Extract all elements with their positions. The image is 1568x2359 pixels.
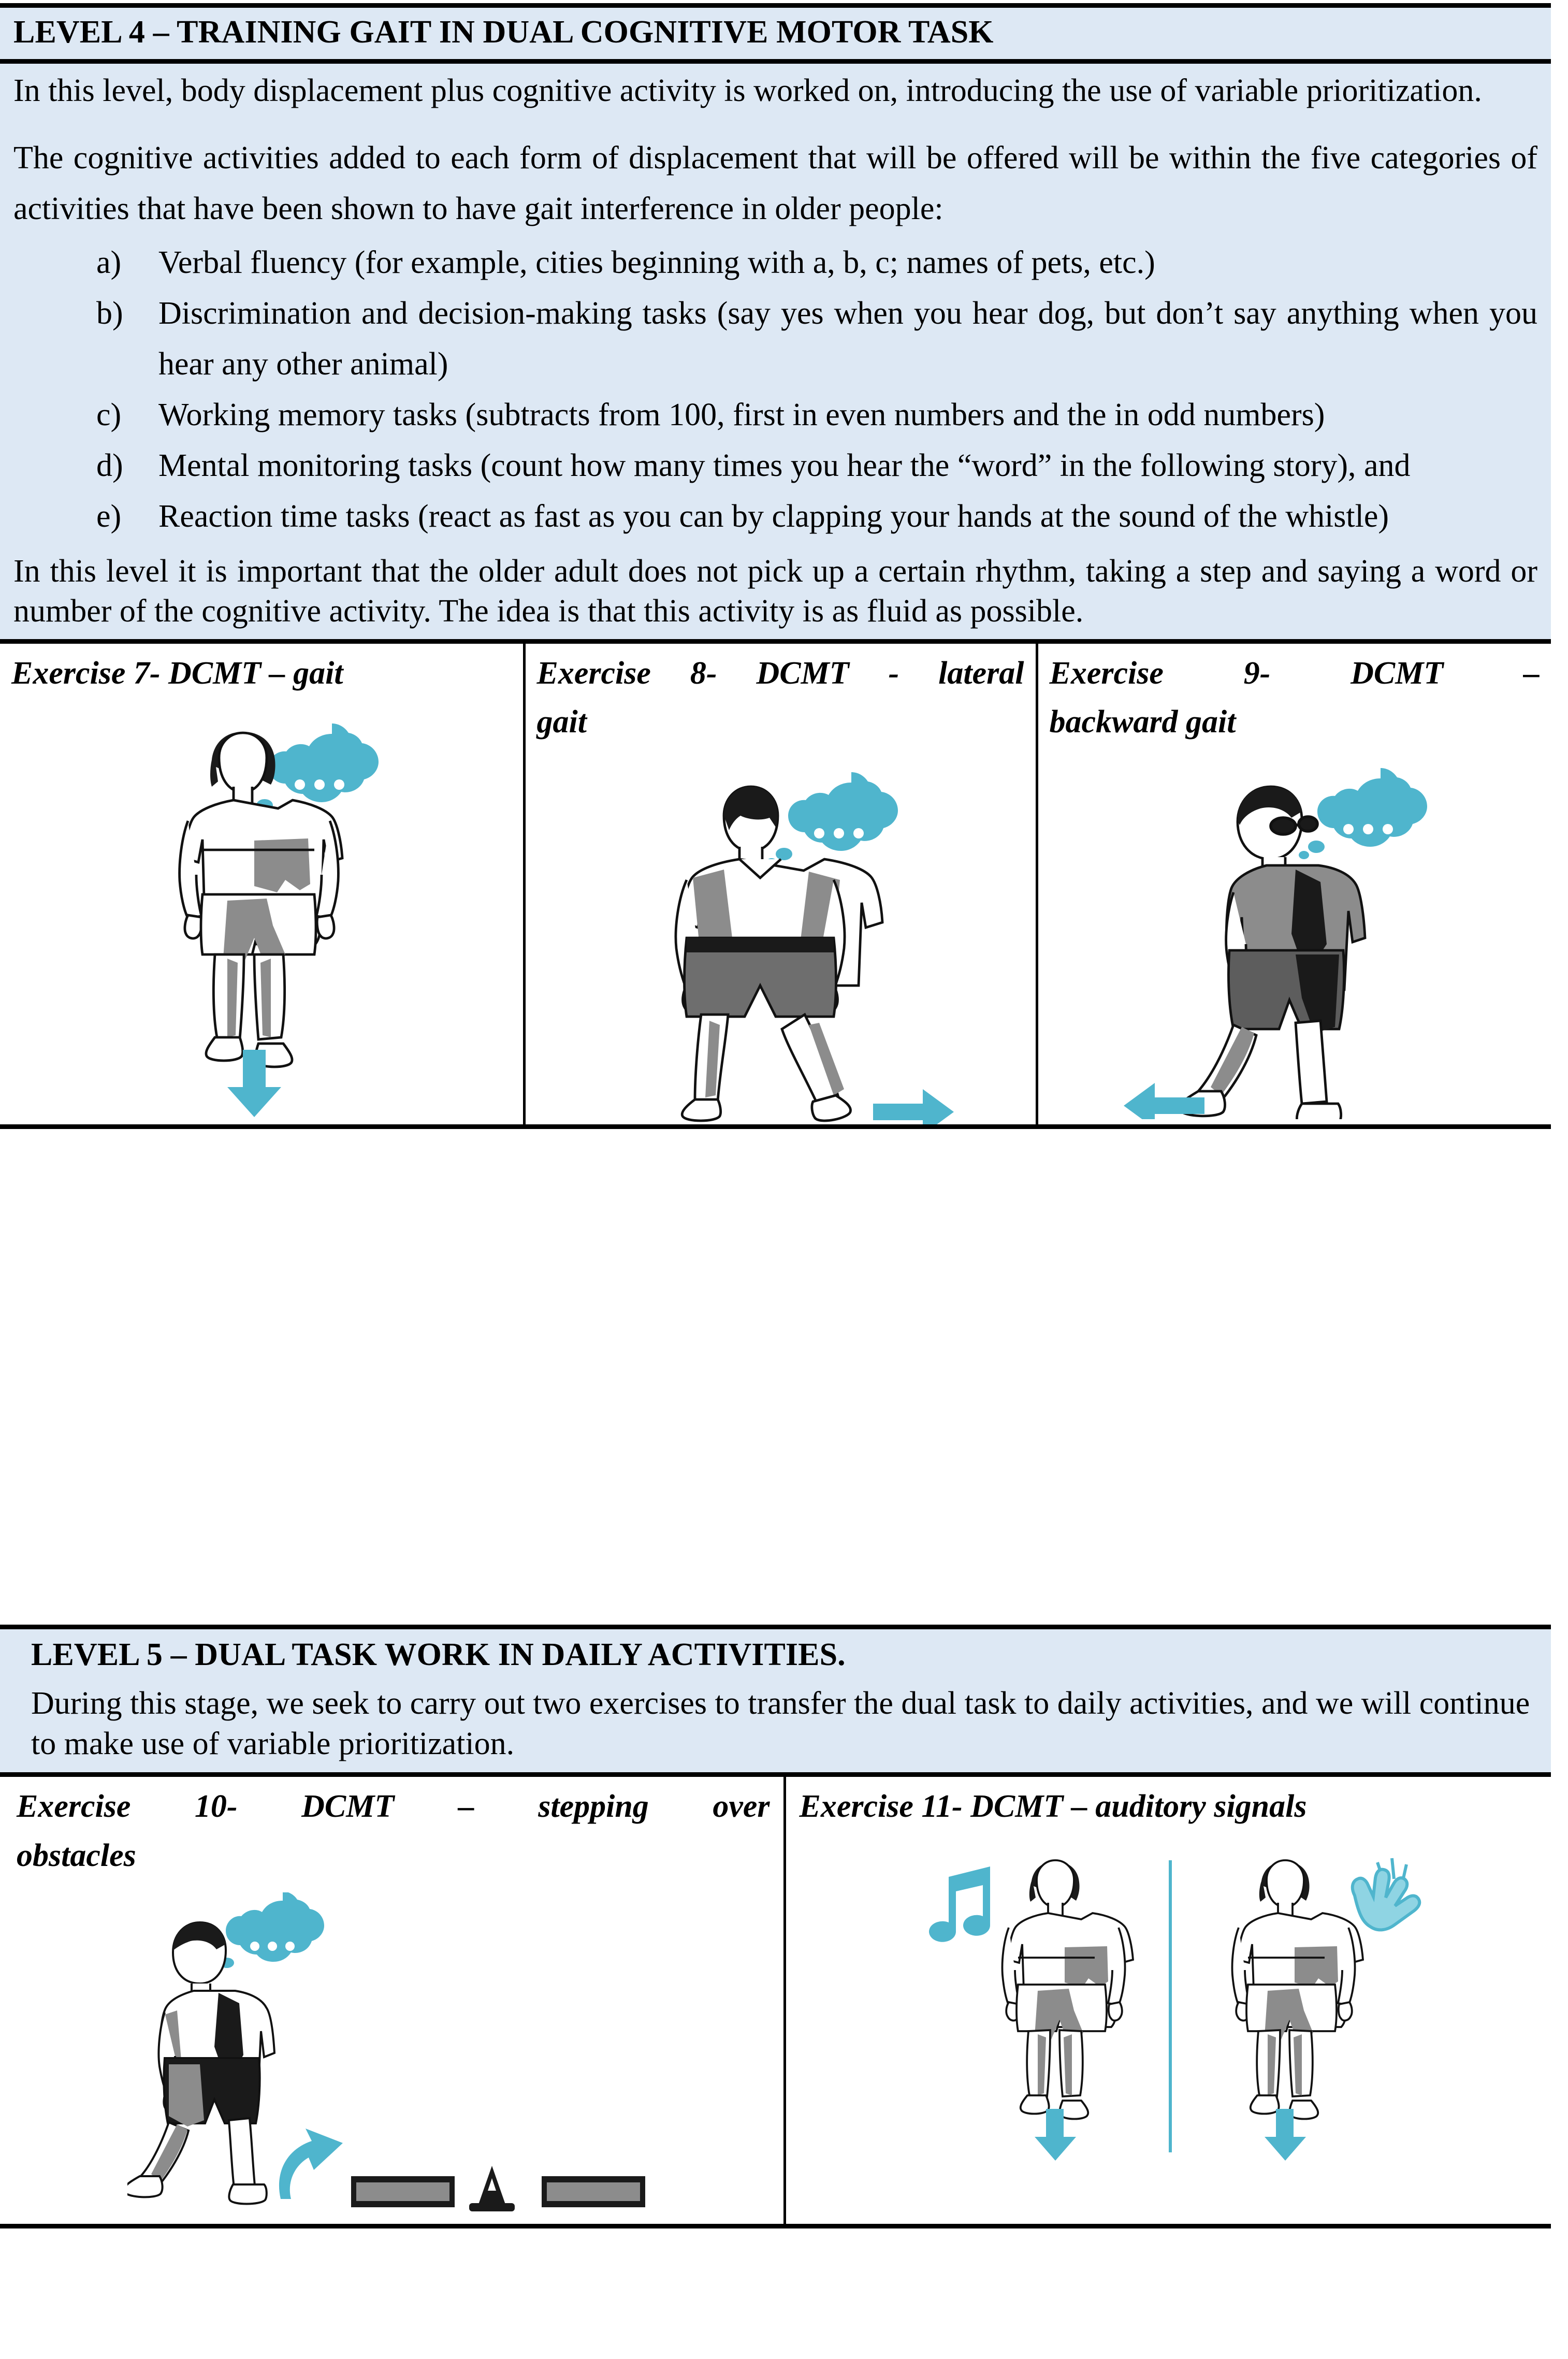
exercise-9-title-line-2: backward gait (1049, 704, 1236, 740)
exercise-11-title (786, 1777, 1551, 1831)
exercise-10-figure (0, 1892, 783, 2224)
level5-table (0, 1625, 1551, 2228)
right-arrow-icon (873, 1089, 954, 1124)
list-item (96, 238, 1537, 288)
exercise-8-title-line-2: gait (536, 704, 587, 740)
thought-bubble-icon (1299, 768, 1427, 859)
level4-body-cell (0, 62, 1551, 642)
list-item (96, 288, 1537, 390)
exercise-10-cell (0, 1775, 785, 2226)
exercise-8-title (526, 644, 1036, 746)
exercise-row-1 (0, 641, 1551, 1126)
list-item-marker: a) (96, 245, 122, 281)
level5-body-cell (0, 1678, 1551, 1775)
curved-right-arrow-icon (279, 2129, 343, 2199)
exercise-8-title-line-1: Exercise 8- DCMT - lateral (536, 655, 1024, 691)
list-item-label: Mental monitoring tasks (count how many times you hear the “word” in the following story), and (158, 447, 1411, 483)
older-woman-standing-front-view-illustration (85, 698, 438, 1117)
level4-body-row (0, 62, 1551, 642)
thought-bubble-icon (766, 772, 898, 866)
older-woman-stepping-over-obstacles-illustration (127, 1892, 656, 2224)
older-man-side-view-backward-gait-illustration (1113, 762, 1476, 1119)
list-item-label: Verbal fluency (for example, cities beginning with a, b, c; names of pets, etc.) (158, 245, 1155, 281)
exercise-7-figure (0, 698, 523, 1117)
exercise-11-cell (785, 1775, 1551, 2226)
exercise-9-title-line-1: Exercise 9- DCMT – (1049, 655, 1540, 691)
exercise-11-title-line-1: Exercise 11- DCMT – auditory signals (799, 1789, 1307, 1825)
figure-body (127, 1922, 274, 2204)
level4-heading: LEVEL 4 – TRAINING GAIT IN DUAL COGNITIVE MOTOR TASK (13, 15, 994, 50)
level4-closing-paragraph: In this level it is important that the older adult does not pick up a certain rhythm, taking a step and saying a word or number of the cognitive activity. The idea is that this activity is as fluid as possible. (13, 553, 1538, 629)
level4-heading-row (0, 6, 1551, 62)
level4-table (0, 3, 1551, 1129)
level5-body-row (0, 1678, 1551, 1775)
exercise-8-figure (526, 762, 1036, 1124)
level5-body-paragraph: During this stage, we seek to carry out two exercises to transfer the dual task to daily activities, and we will continue to make use of variable prioritization. (31, 1686, 1530, 1761)
level5-heading-cell (0, 1627, 1551, 1679)
list-item-marker: d) (96, 447, 123, 483)
list-item-marker: e) (96, 498, 122, 534)
list-item-label: Reaction time tasks (react as fast as you can by clapping your hands at the sound of the whistle) (158, 498, 1389, 534)
list-item-label: Discrimination and decision-making tasks (say yes when you hear dog, but don’t say anything when you hear any other animal) (158, 296, 1538, 382)
exercise-11-figure (786, 1842, 1551, 2204)
list-item-label: Working memory tasks (subtracts from 100, first in even numbers and the in odd numbers) (158, 397, 1325, 433)
exercise-8-cell (524, 641, 1037, 1126)
exercise-7-cell (0, 641, 524, 1126)
figure-body (1179, 787, 1365, 1119)
older-man-standing-legs-apart-illustration (602, 762, 959, 1124)
left-arrow-icon (1124, 1083, 1204, 1119)
level5-heading: LEVEL 5 – DUAL TASK WORK IN DAILY ACTIVITIES. (31, 1637, 846, 1672)
figure-body-left (1003, 1860, 1134, 2119)
level4-intro-paragraph: In this level, body displacement plus cognitive activity is worked on, introducing the use of variable prioritization. (13, 73, 1482, 109)
level4-heading-cell (0, 6, 1551, 62)
list-item (96, 491, 1537, 542)
list-item-marker: c) (96, 397, 122, 433)
exercise-7-title (0, 644, 523, 698)
two-older-women-auditory-signals-illustration (909, 1842, 1427, 2204)
exercise-9-figure (1038, 762, 1551, 1119)
music-note-icon (929, 1866, 990, 1942)
exercise-10-title-line-2: obstacles (17, 1837, 136, 1873)
exercise-10-title-line-1: Exercise 10- DCMT – stepping over (17, 1789, 770, 1825)
traffic-cone-icon (469, 2166, 515, 2211)
cognitive-activity-list (0, 238, 1551, 542)
exercise-10-title (0, 1777, 783, 1879)
thought-bubble-icon (212, 1892, 324, 1973)
exercise-9-title (1038, 644, 1551, 746)
exercise-row-2 (0, 1775, 1551, 2226)
obstacle-bar-icon (351, 2176, 455, 2207)
exercise-7-title-line-1: Exercise 7- DCMT – gait (11, 655, 343, 691)
list-item (96, 441, 1537, 491)
clapping-hands-icon (1353, 1858, 1420, 1930)
figure-body-right (1232, 1860, 1363, 2119)
list-item (96, 390, 1537, 441)
obstacle-bar-icon (542, 2176, 645, 2207)
level5-heading-row (0, 1627, 1551, 1679)
level4-lead-paragraph: The cognitive activities added to each form of displacement that will be offered will be within the five categories of activities that have been shown to have gait interference in older people: (13, 140, 1538, 227)
list-item-marker: b) (96, 296, 123, 331)
exercise-9-cell (1037, 641, 1551, 1126)
